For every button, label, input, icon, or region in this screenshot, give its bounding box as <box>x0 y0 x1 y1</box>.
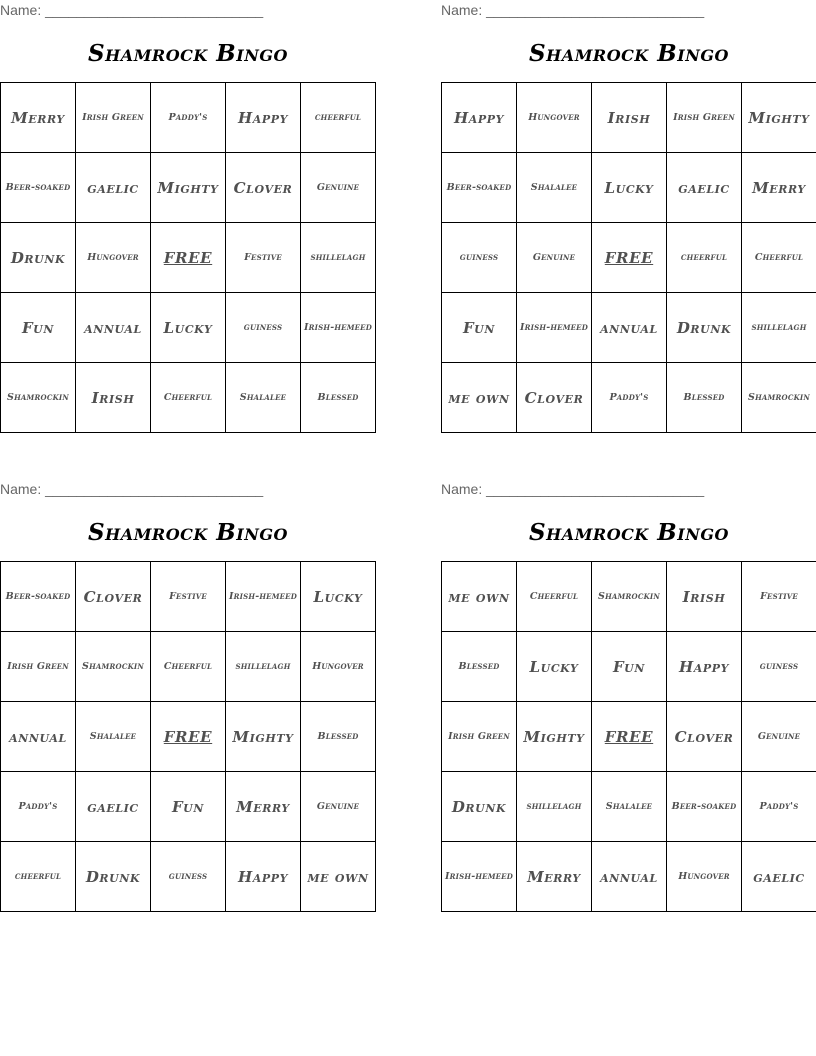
bingo-cell[interactable]: Blessed <box>442 632 517 702</box>
card-title: Shamrock Bingo <box>529 519 729 546</box>
grid-row <box>442 842 816 912</box>
bingo-cell[interactable]: guiness <box>151 842 226 912</box>
grid-row <box>442 83 816 153</box>
grid-row <box>442 363 816 433</box>
bingo-cell[interactable]: Irish Green <box>76 83 151 153</box>
bingo-cell[interactable]: shillelagh <box>517 772 592 842</box>
bingo-cell[interactable]: Shalalee <box>517 153 592 223</box>
bingo-cell[interactable]: Clover <box>667 702 742 772</box>
bingo-cell[interactable]: Genuine <box>301 153 376 223</box>
bingo-cell[interactable]: Fun <box>151 772 226 842</box>
bingo-cell[interactable]: Lucky <box>592 153 667 223</box>
bingo-cell[interactable]: cheerful <box>301 83 376 153</box>
grid-row <box>442 632 816 702</box>
bingo-cell[interactable]: Shalalee <box>592 772 667 842</box>
name-field[interactable]: Name: ____________________________ <box>441 2 705 18</box>
bingo-cell[interactable]: Beer-soaked <box>1 562 76 632</box>
bingo-cell[interactable]: Beer-soaked <box>667 772 742 842</box>
bingo-cell[interactable]: Cheerful <box>517 562 592 632</box>
bingo-cell[interactable]: Lucky <box>301 562 376 632</box>
bingo-cell[interactable]: Lucky <box>151 293 226 363</box>
bingo-cell[interactable]: annual <box>76 293 151 363</box>
bingo-cell[interactable]: guiness <box>442 223 517 293</box>
name-field[interactable]: Name: ____________________________ <box>0 2 264 18</box>
free-space-cell[interactable]: FREE <box>151 223 226 293</box>
bingo-cell[interactable]: Clover <box>226 153 301 223</box>
bingo-cell[interactable]: Shamrockin <box>592 562 667 632</box>
bingo-cell[interactable]: Blessed <box>667 363 742 433</box>
bingo-cell[interactable]: Irish <box>667 562 742 632</box>
bingo-cell[interactable]: Irish-hemeed <box>442 842 517 912</box>
bingo-grid <box>441 561 816 912</box>
bingo-cell[interactable]: gaelic <box>76 153 151 223</box>
bingo-cell[interactable]: guiness <box>742 632 816 702</box>
bingo-cell[interactable]: shillelagh <box>226 632 301 702</box>
bingo-cell[interactable]: me own <box>442 562 517 632</box>
grid-row <box>442 562 816 632</box>
bingo-cell[interactable]: Happy <box>667 632 742 702</box>
bingo-cell[interactable]: Shalalee <box>76 702 151 772</box>
grid-row <box>1 632 376 702</box>
grid-row <box>1 772 376 842</box>
card-title: Shamrock Bingo <box>88 519 288 546</box>
bingo-cell[interactable]: cheerful <box>1 842 76 912</box>
bingo-cell[interactable]: Festive <box>151 562 226 632</box>
bingo-cell[interactable]: Irish-hemeed <box>517 293 592 363</box>
bingo-cell[interactable]: Blessed <box>301 363 376 433</box>
bingo-cell[interactable]: Fun <box>1 293 76 363</box>
free-space-cell[interactable]: FREE <box>151 702 226 772</box>
bingo-cell[interactable]: Shamrockin <box>1 363 76 433</box>
bingo-cell[interactable]: Paddy's <box>151 83 226 153</box>
bingo-cell[interactable]: Irish Green <box>1 632 76 702</box>
grid-row <box>1 842 376 912</box>
bingo-cell[interactable]: Cheerful <box>151 632 226 702</box>
bingo-cell[interactable]: Irish <box>592 83 667 153</box>
bingo-cell[interactable]: Drunk <box>442 772 517 842</box>
bingo-cell[interactable]: Mighty <box>742 83 816 153</box>
bingo-cell[interactable]: Happy <box>226 83 301 153</box>
bingo-grid <box>0 82 376 433</box>
bingo-cell[interactable]: Shamrockin <box>742 363 816 433</box>
bingo-cell[interactable]: Mighty <box>226 702 301 772</box>
bingo-cell[interactable]: Beer-soaked <box>1 153 76 223</box>
bingo-cell[interactable]: Drunk <box>1 223 76 293</box>
bingo-cell[interactable]: Mighty <box>151 153 226 223</box>
grid-row <box>442 772 816 842</box>
bingo-cell[interactable]: Genuine <box>517 223 592 293</box>
bingo-cell[interactable]: Hungover <box>76 223 151 293</box>
bingo-cell[interactable]: shillelagh <box>742 293 816 363</box>
bingo-cell[interactable]: Merry <box>742 153 816 223</box>
bingo-cell[interactable]: Hungover <box>301 632 376 702</box>
bingo-cell[interactable]: Festive <box>742 562 816 632</box>
bingo-cell[interactable]: me own <box>301 842 376 912</box>
bingo-cell[interactable]: guiness <box>226 293 301 363</box>
grid-row <box>1 363 376 433</box>
bingo-cell[interactable]: Festive <box>226 223 301 293</box>
bingo-cell[interactable]: annual <box>592 842 667 912</box>
bingo-cell[interactable]: annual <box>592 293 667 363</box>
bingo-cell[interactable]: Irish-hemeed <box>226 562 301 632</box>
bingo-cell[interactable]: Clover <box>76 562 151 632</box>
bingo-cell[interactable]: gaelic <box>76 772 151 842</box>
bingo-cell[interactable]: Cheerful <box>742 223 816 293</box>
bingo-cell[interactable]: Genuine <box>742 702 816 772</box>
free-space-cell[interactable]: FREE <box>592 702 667 772</box>
bingo-cell[interactable]: Clover <box>517 363 592 433</box>
bingo-cell[interactable]: Beer-soaked <box>442 153 517 223</box>
bingo-cell[interactable]: Blessed <box>301 702 376 772</box>
bingo-cell[interactable]: Mighty <box>517 702 592 772</box>
bingo-cell[interactable]: Irish Green <box>442 702 517 772</box>
bingo-cell[interactable]: shillelagh <box>301 223 376 293</box>
name-field[interactable]: Name: ____________________________ <box>0 481 264 497</box>
bingo-cell[interactable]: Drunk <box>76 842 151 912</box>
bingo-cell[interactable]: Irish <box>76 363 151 433</box>
bingo-cell[interactable]: Paddy's <box>742 772 816 842</box>
bingo-cell[interactable]: Merry <box>1 83 76 153</box>
grid-row <box>1 562 376 632</box>
bingo-cell[interactable]: Genuine <box>301 772 376 842</box>
bingo-cell[interactable]: Fun <box>442 293 517 363</box>
name-field[interactable]: Name: ____________________________ <box>441 481 705 497</box>
grid-row <box>1 223 376 293</box>
bingo-cell[interactable]: Lucky <box>517 632 592 702</box>
bingo-cell[interactable]: Paddy's <box>1 772 76 842</box>
grid-row <box>1 153 376 223</box>
bingo-cell[interactable]: Irish-hemeed <box>301 293 376 363</box>
bingo-cell[interactable]: gaelic <box>667 153 742 223</box>
bingo-grid <box>441 82 816 433</box>
bingo-cell[interactable]: Happy <box>226 842 301 912</box>
bingo-cell[interactable]: Cheerful <box>151 363 226 433</box>
bingo-cell[interactable]: cheerful <box>667 223 742 293</box>
bingo-cell[interactable]: Shamrockin <box>76 632 151 702</box>
bingo-cell[interactable]: Irish Green <box>667 83 742 153</box>
grid-row <box>442 223 816 293</box>
grid-row <box>1 293 376 363</box>
bingo-cell[interactable]: gaelic <box>742 842 816 912</box>
grid-row <box>442 702 816 772</box>
bingo-cell[interactable]: Merry <box>226 772 301 842</box>
bingo-grid <box>0 561 376 912</box>
bingo-cell[interactable]: Happy <box>442 83 517 153</box>
grid-row <box>1 83 376 153</box>
bingo-cell[interactable]: annual <box>1 702 76 772</box>
bingo-cell[interactable]: Paddy's <box>592 363 667 433</box>
bingo-cell[interactable]: Hungover <box>667 842 742 912</box>
grid-row <box>1 702 376 772</box>
bingo-cell[interactable]: Fun <box>592 632 667 702</box>
free-space-cell[interactable]: FREE <box>592 223 667 293</box>
grid-row <box>442 153 816 223</box>
bingo-cell[interactable]: Shalalee <box>226 363 301 433</box>
card-title: Shamrock Bingo <box>88 40 288 67</box>
bingo-cell[interactable]: Hungover <box>517 83 592 153</box>
grid-row <box>442 293 816 363</box>
bingo-cell[interactable]: Merry <box>517 842 592 912</box>
bingo-cell[interactable]: Drunk <box>667 293 742 363</box>
card-title: Shamrock Bingo <box>529 40 729 67</box>
bingo-cell[interactable]: me own <box>442 363 517 433</box>
